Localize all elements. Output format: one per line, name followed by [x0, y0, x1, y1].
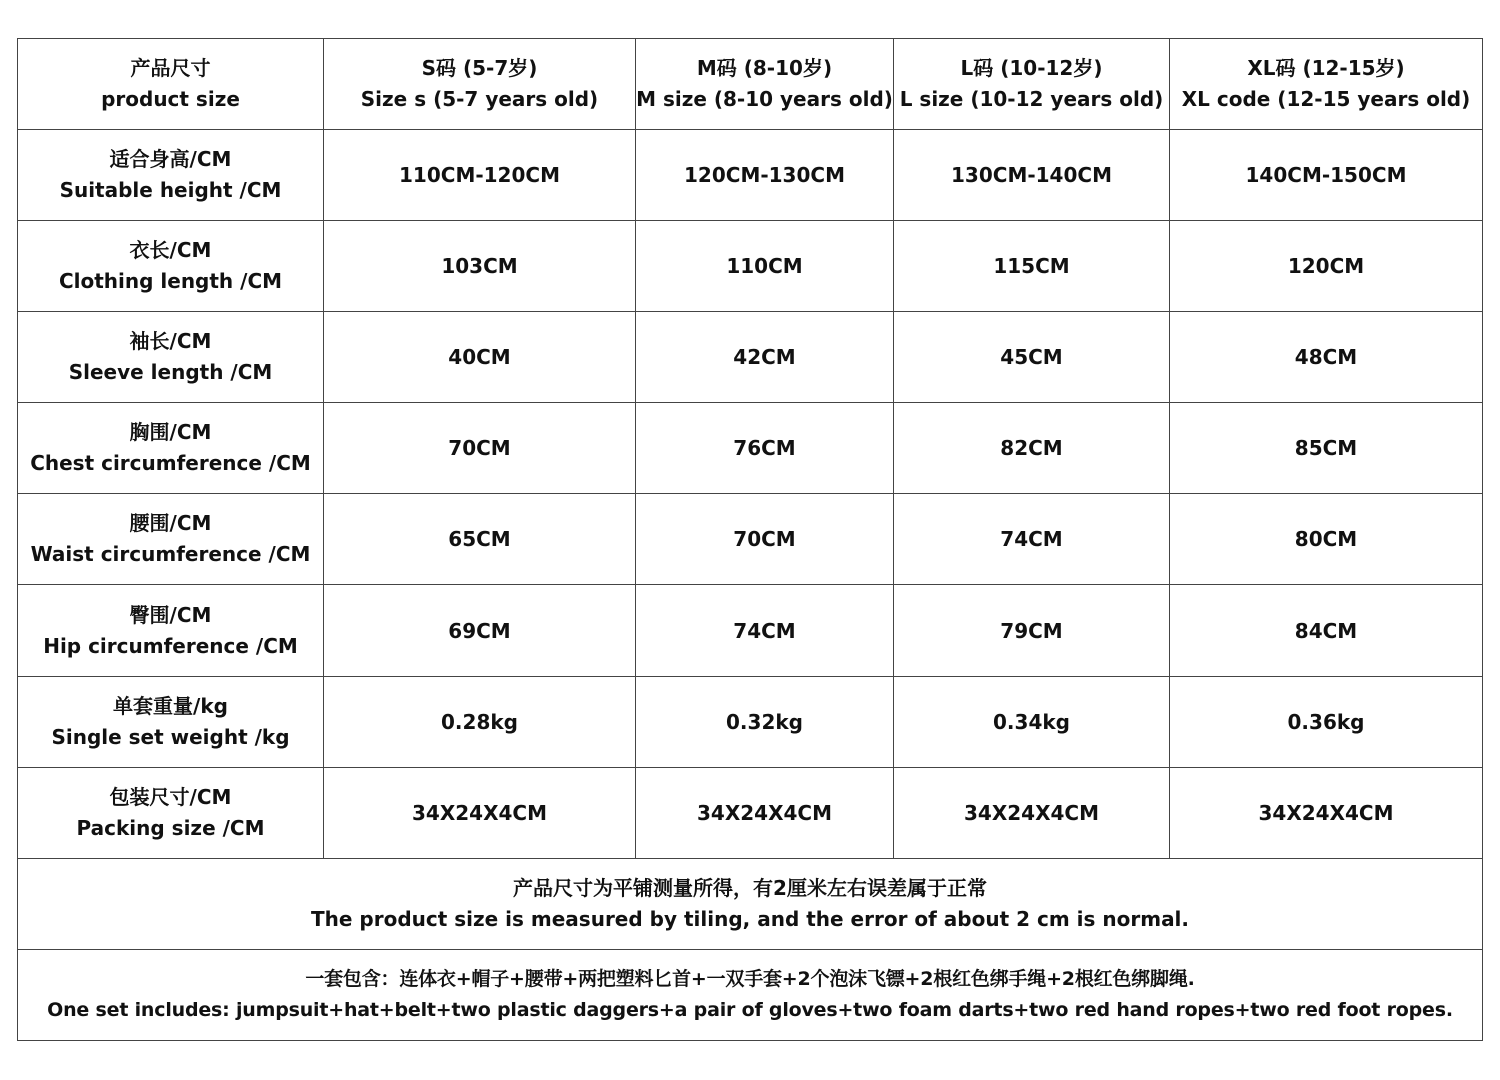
value-cell [1170, 221, 1483, 312]
value-cell [1170, 676, 1483, 767]
size-l-cn: L码 (10-12岁) [960, 56, 1103, 81]
value-m: 76CM [733, 436, 796, 461]
value-cell [1170, 767, 1483, 858]
value-cell [1170, 585, 1483, 676]
row-chest-circumference [18, 403, 1483, 494]
value-xl: 0.36kg [1287, 709, 1365, 734]
value-m: 34X24X4CM [697, 800, 832, 825]
value-cell [1170, 312, 1483, 403]
row-label-cn: 臀围/CM [129, 602, 212, 627]
header-size-s [324, 39, 636, 130]
row-label-en: Clothing length /CM [58, 269, 283, 294]
header-label-cell [18, 39, 324, 130]
value-cell [324, 676, 636, 767]
header-size-l [894, 39, 1170, 130]
value-cell [636, 403, 894, 494]
size-xl-cn: XL码 (12-15岁) [1247, 56, 1405, 81]
row-label-cn: 袖长/CM [129, 329, 212, 354]
value-cell [324, 403, 636, 494]
value-l: 74CM [1000, 527, 1063, 552]
row-hip-circumference [18, 585, 1483, 676]
value-l: 82CM [1000, 436, 1063, 461]
header-label-cn: 产品尺寸 [130, 56, 211, 81]
value-l: 115CM [993, 254, 1070, 279]
row-label-en: Hip circumference /CM [43, 633, 298, 658]
value-l: 79CM [1000, 618, 1063, 643]
value-s: 34X24X4CM [412, 800, 547, 825]
row-label-cell [18, 403, 324, 494]
row-label-cn: 单套重量/kg [113, 693, 228, 718]
row-label-en: Chest circumference /CM [30, 451, 311, 476]
value-xl: 80CM [1294, 527, 1358, 552]
value-cell [894, 221, 1170, 312]
value-cell [894, 494, 1170, 585]
row-label-cell [18, 585, 324, 676]
row-label-cell [18, 676, 324, 767]
value-l: 45CM [1000, 345, 1063, 370]
row-label-en: Single set weight /kg [51, 724, 290, 749]
value-m: 42CM [733, 345, 796, 370]
row-label-en: Suitable height /CM [59, 178, 282, 203]
value-s: 103CM [441, 254, 518, 279]
value-cell [324, 494, 636, 585]
note-en: The product size is measured by tiling, and the error of about 2 cm is normal. [310, 906, 1190, 931]
value-cell [636, 130, 894, 221]
set-contents [18, 949, 1483, 1040]
value-cell [636, 312, 894, 403]
row-label-cell [18, 312, 324, 403]
row-label-cell [18, 494, 324, 585]
value-cell [324, 767, 636, 858]
value-cell [894, 312, 1170, 403]
row-label-cn: 衣长/CM [129, 238, 212, 263]
measurement-note [18, 858, 1483, 949]
value-cell [894, 767, 1170, 858]
value-cell [636, 585, 894, 676]
value-cell [894, 403, 1170, 494]
size-l-en: L size (10-12 years old) [899, 87, 1164, 112]
header-label-en: product size [101, 87, 240, 112]
size-s-en: Size s (5-7 years old) [360, 87, 599, 112]
header-size-m [636, 39, 894, 130]
row-single-set-weight [18, 676, 1483, 767]
value-cell [1170, 494, 1483, 585]
value-xl: 84CM [1294, 618, 1358, 643]
row-label-en: Packing size /CM [76, 815, 265, 840]
value-cell [324, 221, 636, 312]
value-m: 110CM [726, 254, 803, 279]
value-cell [324, 130, 636, 221]
value-cell [324, 585, 636, 676]
row-label-cell [18, 130, 324, 221]
value-cell [1170, 130, 1483, 221]
size-m-en: M size (8-10 years old) [636, 87, 893, 112]
value-s: 69CM [448, 618, 511, 643]
note-cn: 产品尺寸为平铺测量所得，有2厘米左右误差属于正常 [513, 875, 987, 900]
row-label-en: Waist circumference /CM [30, 542, 311, 567]
value-l: 0.34kg [993, 709, 1070, 734]
note-row [18, 858, 1483, 949]
value-xl: 48CM [1294, 345, 1358, 370]
row-label-cell [18, 767, 324, 858]
header-size-xl [1170, 39, 1483, 130]
value-xl: 85CM [1294, 436, 1358, 461]
value-m: 74CM [733, 618, 796, 643]
value-m: 70CM [733, 527, 796, 552]
row-label-cn: 胸围/CM [129, 420, 212, 445]
value-s: 0.28kg [441, 709, 518, 734]
row-clothing-length [18, 221, 1483, 312]
row-waist-circumference [18, 494, 1483, 585]
row-label-en: Sleeve length /CM [68, 360, 273, 385]
value-cell [636, 494, 894, 585]
value-xl: 34X24X4CM [1258, 800, 1394, 825]
value-cell [1170, 403, 1483, 494]
size-chart-table [17, 38, 1483, 1041]
value-s: 65CM [448, 527, 511, 552]
value-m: 0.32kg [726, 709, 803, 734]
value-l: 130CM-140CM [951, 163, 1112, 188]
value-cell [324, 312, 636, 403]
value-s: 110CM-120CM [399, 163, 560, 188]
includes-row [18, 949, 1483, 1040]
size-s-cn: S码 (5-7岁) [421, 56, 538, 81]
value-xl: 140CM-150CM [1245, 163, 1407, 188]
value-l: 34X24X4CM [964, 800, 1099, 825]
row-label-cn: 包装尺寸/CM [109, 784, 232, 809]
header-row [18, 39, 1483, 130]
value-cell [636, 221, 894, 312]
value-s: 70CM [448, 436, 511, 461]
value-cell [636, 767, 894, 858]
size-xl-en: XL code (12-15 years old) [1181, 87, 1471, 112]
size-m-cn: M码 (8-10岁) [696, 56, 833, 81]
value-cell [894, 130, 1170, 221]
row-packing-size [18, 767, 1483, 858]
includes-cn: 一套包含：连体衣+帽子+腰带+两把塑料匕首+一双手套+2个泡沫飞镖+2根红色绑手绳+2根红色绑脚绳. [305, 967, 1195, 990]
value-xl: 120CM [1287, 254, 1365, 279]
row-label-cn: 适合身高/CM [109, 147, 232, 172]
value-cell [894, 585, 1170, 676]
includes-en: One set includes: jumpsuit+hat+belt+two plastic daggers+a pair of gloves+two foam darts+two red hand ropes+two red foot ropes. [47, 998, 1453, 1021]
value-s: 40CM [448, 345, 511, 370]
row-suitable-height [18, 130, 1483, 221]
row-sleeve-length [18, 312, 1483, 403]
row-label-cell [18, 221, 324, 312]
value-cell [636, 676, 894, 767]
value-m: 120CM-130CM [684, 163, 845, 188]
row-label-cn: 腰围/CM [129, 511, 212, 536]
value-cell [894, 676, 1170, 767]
